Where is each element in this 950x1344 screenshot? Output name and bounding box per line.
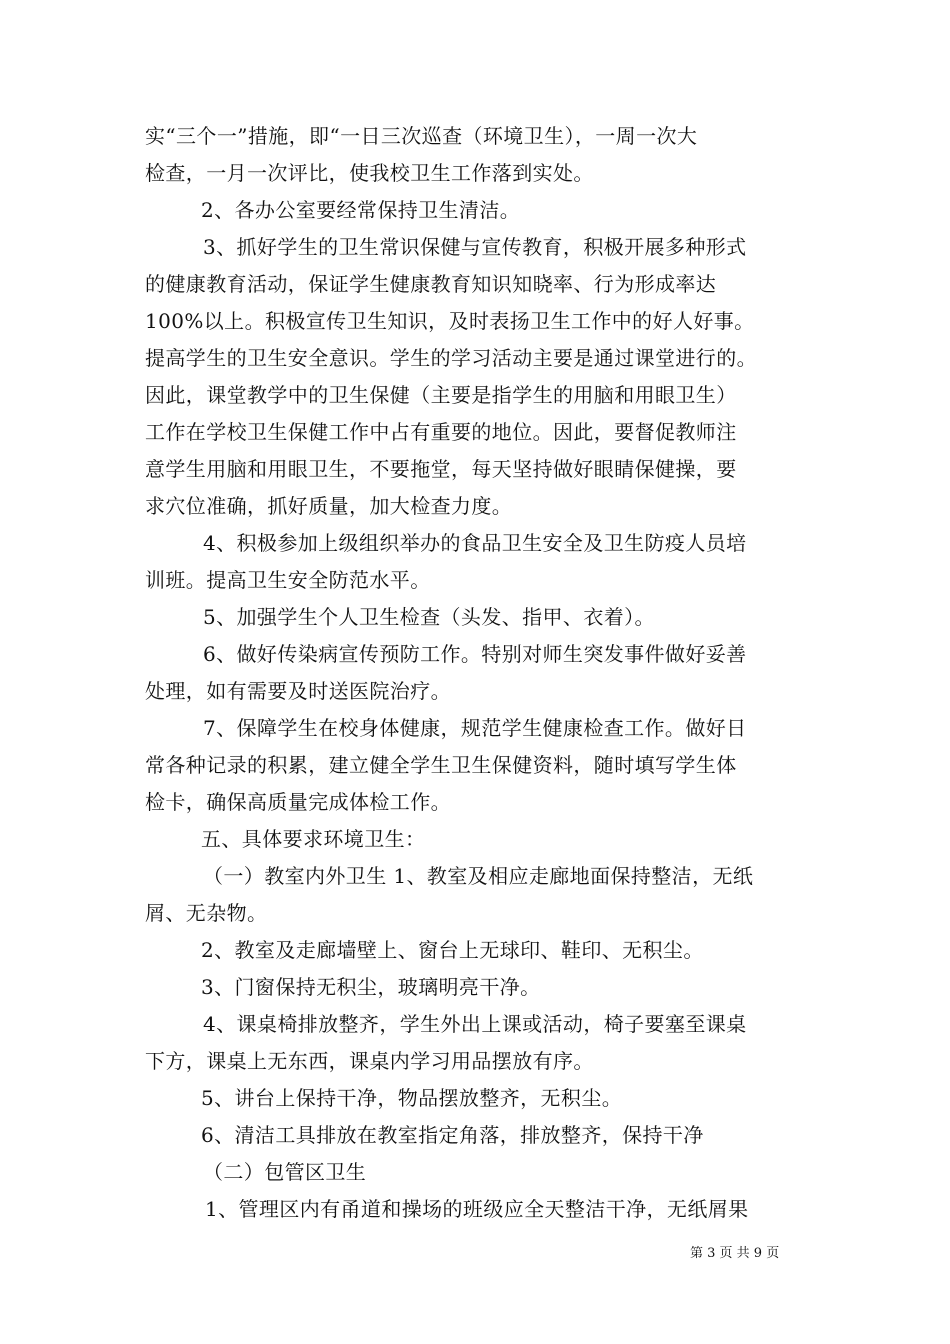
text-line: 求穴位准确，抓好质量，加大检查力度。: [145, 494, 513, 518]
text-line: 处理，如有需要及时送医院治疗。: [145, 679, 451, 703]
text-line: 5、讲台上保持干净，物品摆放整齐，无积尘。: [201, 1086, 623, 1110]
page-footer: 第 3 页 共 9 页: [690, 1246, 780, 1261]
text-line: 3、门窗保持无积尘，玻璃明亮干净。: [201, 975, 541, 999]
text-line: 实“三个一”措施，即“一日三次巡查（环境卫生），一周一次大: [145, 124, 698, 148]
text-line: 检卡，确保高质量完成体检工作。: [145, 790, 451, 814]
text-line: 6、做好传染病宣传预防工作。特别对师生突发事件做好妥善: [203, 642, 747, 666]
text-line: 意学生用脑和用眼卫生，不要拖堂，每天坚持做好眼睛保健操，要: [145, 457, 737, 481]
text-line: 五、具体要求环境卫生：: [201, 827, 426, 851]
text-line: 3、抓好学生的卫生常识保健与宣传教育，积极开展多种形式: [203, 235, 747, 259]
text-line: （二）包管区卫生: [203, 1160, 367, 1184]
text-line: 6、清洁工具排放在教室指定角落，排放整齐，保持干净: [201, 1123, 704, 1147]
text-line: 检查，一月一次评比，使我校卫生工作落到实处。: [145, 161, 594, 185]
text-line: 2、各办公室要经常保持卫生清洁。: [201, 198, 521, 222]
text-line: 100%以上。积极宣传卫生知识，及时表扬卫生工作中的好人好事。: [145, 309, 755, 333]
text-line: 训班。提高卫生安全防范水平。: [145, 568, 431, 592]
text-line: 2、教室及走廊墙壁上、窗台上无球印、鞋印、无积尘。: [201, 938, 704, 962]
text-line: 常各种记录的积累，建立健全学生卫生保健资料，随时填写学生体: [145, 753, 737, 777]
text-line: 4、积极参加上级组织举办的食品卫生安全及卫生防疫人员培: [203, 531, 747, 555]
text-line: 工作在学校卫生保健工作中占有重要的地位。因此，要督促教师注: [145, 420, 737, 444]
text-line: 4、课桌椅排放整齐，学生外出上课或活动，椅子要塞至课桌: [203, 1012, 747, 1036]
text-line: 因此，课堂教学中的卫生保健（主要是指学生的用脑和用眼卫生）: [145, 383, 737, 407]
text-line: （一）教室内外卫生 1、教室及相应走廊地面保持整洁，无纸: [203, 864, 754, 888]
text-line: 下方，课桌上无东西，课桌内学习用品摆放有序。: [145, 1049, 594, 1073]
document-body: [145, 118, 815, 1228]
text-line: 1、管理区内有甬道和操场的班级应全天整洁干净，无纸屑果: [205, 1197, 749, 1221]
text-line: 7、保障学生在校身体健康，规范学生健康检查工作。做好日: [203, 716, 747, 740]
text-line: 屑、无杂物。: [145, 901, 268, 925]
text-line: 5、加强学生个人卫生检查（头发、指甲、衣着）。: [203, 605, 655, 629]
text-line: 提高学生的卫生安全意识。学生的学习活动主要是通过课堂进行的。: [145, 346, 757, 370]
text-line: 的健康教育活动，保证学生健康教育知识知晓率、行为形成率达: [145, 272, 717, 296]
